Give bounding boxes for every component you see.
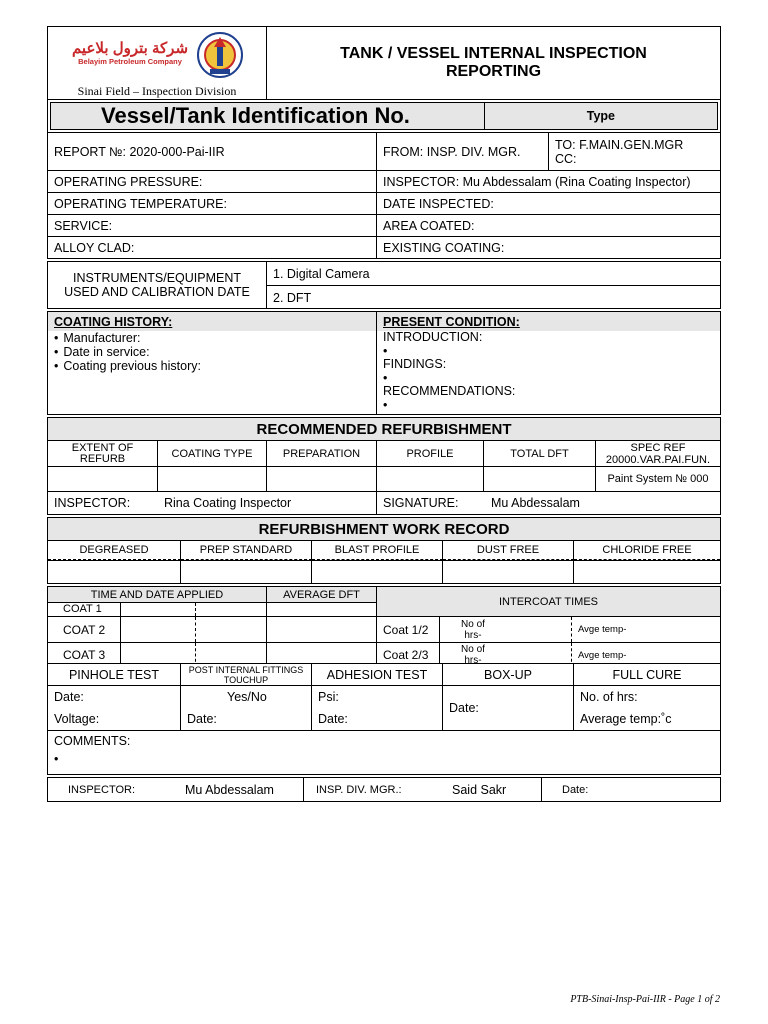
report-title bbox=[267, 27, 720, 99]
time-date-applied: TIME AND DATE APPLIED bbox=[48, 587, 266, 603]
pinhole-test: PINHOLE TEST bbox=[48, 664, 181, 685]
col-extent: EXTENT OF REFURB bbox=[48, 441, 158, 466]
hrs-label: No of hrs- bbox=[461, 618, 485, 641]
refurb-signature-label: SIGNATURE: bbox=[383, 496, 459, 510]
signoff-row bbox=[47, 777, 721, 802]
instrument-item: 1. Digital Camera bbox=[267, 262, 720, 286]
full-cure: FULL CURE bbox=[612, 667, 682, 682]
col-dust-free: DUST FREE bbox=[443, 541, 574, 560]
col-total-dft: TOTAL DFT bbox=[484, 441, 596, 466]
col-chloride-free: CHLORIDE FREE bbox=[574, 541, 720, 560]
service: SERVICE: bbox=[48, 215, 377, 236]
refurb-signature-value: Mu Abdessalam bbox=[491, 496, 580, 510]
refurb-header bbox=[47, 441, 721, 467]
pinhole-date: Date: bbox=[54, 690, 84, 704]
signoff-mgr-label: INSP. DIV. MGR.: bbox=[316, 783, 402, 796]
report-from: FROM: INSP. DIV. MGR. bbox=[377, 133, 549, 170]
bullet: • bbox=[383, 343, 388, 358]
logo-english: Belayim Petroleum Company bbox=[78, 57, 182, 66]
logo-block bbox=[48, 27, 267, 99]
present-condition-title: PRESENT CONDITION: bbox=[377, 312, 720, 331]
list-item: • Date in service: bbox=[54, 345, 376, 359]
title-line-2: REPORTING bbox=[445, 63, 542, 80]
instrument-item: 2. DFT bbox=[273, 290, 312, 305]
report-number: REPORT №: 2020-000-Pai-IIR bbox=[48, 133, 377, 170]
work-record-data bbox=[47, 561, 721, 584]
introduction-label: INTRODUCTION: bbox=[383, 330, 483, 344]
operating-pressure: OPERATING PRESSURE: bbox=[48, 171, 377, 192]
signoff-mgr-value: Said Sakr bbox=[452, 782, 507, 797]
report-to bbox=[549, 133, 720, 170]
alloy-clad: ALLOY CLAD: bbox=[48, 237, 377, 258]
ident-row bbox=[47, 100, 721, 133]
col-preparation: PREPARATION bbox=[267, 441, 377, 466]
present-condition bbox=[377, 312, 720, 414]
boxup-date: Date: bbox=[443, 686, 574, 730]
coat-2-label: COAT 2 bbox=[48, 617, 121, 642]
cure-average-temp: Average temp:˚c bbox=[580, 712, 672, 726]
list-item: • Manufacturer: bbox=[54, 331, 376, 345]
detail-row-3 bbox=[47, 215, 721, 237]
avge-temp-label: Avge temp- bbox=[578, 649, 627, 661]
col-blast-profile: BLAST PROFILE bbox=[312, 541, 443, 560]
coats-block bbox=[47, 586, 721, 664]
logo-arabic: شركة بترول بلاعيم bbox=[71, 40, 189, 57]
bullet: • bbox=[383, 370, 388, 385]
col-profile: PROFILE bbox=[377, 441, 484, 466]
refurb-data-row bbox=[47, 467, 721, 492]
comments-row bbox=[47, 731, 721, 775]
average-dft: AVERAGE DFT bbox=[267, 587, 376, 603]
title-line-1: TANK / VESSEL INTERNAL INSPECTION bbox=[340, 45, 647, 62]
adhesion-psi: Psi: bbox=[318, 690, 339, 704]
box-up: BOX-UP bbox=[443, 664, 574, 685]
to-label: TO: F.MAIN.GEN.MGR bbox=[555, 137, 684, 152]
refurb-inspector-label: INSPECTOR: bbox=[54, 496, 131, 510]
touchup-date: Date: bbox=[187, 712, 217, 726]
col-coating-type: COATING TYPE bbox=[158, 441, 267, 466]
cure-hours: No. of hrs: bbox=[580, 690, 638, 704]
refurb-title: RECOMMENDED REFURBISHMENT bbox=[47, 417, 721, 441]
coat-1-2-label: Coat 1/2 bbox=[377, 617, 440, 642]
operating-temperature: OPERATING TEMPERATURE: bbox=[48, 193, 377, 214]
coating-history-list bbox=[48, 331, 376, 373]
date-inspected: DATE INSPECTED: bbox=[383, 196, 494, 211]
comments-label: COMMENTS: bbox=[54, 734, 131, 748]
inspection-form bbox=[47, 26, 721, 802]
signoff-inspector-label: INSPECTOR: bbox=[68, 783, 136, 796]
type-label: Type bbox=[485, 102, 718, 130]
refurb-signoff-row bbox=[47, 492, 721, 515]
refurb-inspector-value: Rina Coating Inspector bbox=[164, 496, 292, 510]
company-emblem-icon bbox=[196, 31, 244, 79]
hrs-label: No of hrs- bbox=[461, 644, 485, 663]
instruments-row bbox=[47, 261, 721, 309]
findings-label: FINDINGS: bbox=[383, 357, 447, 371]
coating-history bbox=[48, 312, 377, 414]
vessel-id-label: Vessel/Tank Identification No. bbox=[50, 102, 485, 130]
list-item: • Coating previous history: bbox=[54, 359, 376, 373]
division-label: Sinai Field – Inspection Division bbox=[77, 84, 237, 98]
touchup-yes-no: Yes/No bbox=[227, 690, 267, 704]
col-prep-standard: PREP STANDARD bbox=[181, 541, 312, 560]
work-record-title: REFURBISHMENT WORK RECORD bbox=[47, 517, 721, 541]
detail-row-2 bbox=[47, 193, 721, 215]
coat-2-3-label: Coat 2/3 bbox=[377, 643, 440, 663]
paint-system: Paint System № 000 bbox=[607, 473, 709, 485]
signoff-date: Date: bbox=[562, 783, 589, 796]
pinhole-voltage: Voltage: bbox=[54, 712, 100, 726]
post-internal-touchup: POST INTERNAL FITTINGS TOUCHUP bbox=[181, 664, 312, 685]
bullet: • bbox=[383, 397, 388, 412]
coat-1-label: COAT 1 bbox=[48, 603, 121, 616]
coat-3-label: COAT 3 bbox=[48, 643, 121, 663]
signoff-inspector-value: Mu Abdessalam bbox=[185, 782, 274, 797]
page-footer: PTB-Sinai-Insp-Pai-IIR - Page 1 of 2 bbox=[570, 994, 720, 1005]
bullet: • bbox=[54, 752, 59, 766]
detail-row-1 bbox=[47, 171, 721, 193]
instruments-label: INSTRUMENTS/EQUIPMENT USED AND CALIBRATION DATE bbox=[48, 262, 267, 308]
recommendations-label: RECOMMENDATIONS: bbox=[383, 384, 516, 398]
tests-header bbox=[47, 664, 721, 686]
avge-temp-label: Avge temp- bbox=[578, 624, 627, 635]
work-record-header bbox=[47, 541, 721, 561]
inspector-name: INSPECTOR: Mu Abdessalam (Rina Coating Inspector) bbox=[383, 174, 691, 189]
area-coated: AREA COATED: bbox=[383, 218, 475, 233]
report-row bbox=[47, 133, 721, 171]
intercoat-times: INTERCOAT TIMES bbox=[377, 587, 720, 617]
adhesion-test: ADHESION TEST bbox=[312, 664, 443, 685]
col-spec-ref: SPEC REF 20000.VAR.PAI.FUN. bbox=[605, 441, 711, 466]
header-row bbox=[47, 26, 721, 100]
coating-history-title: COATING HISTORY: bbox=[48, 312, 376, 331]
tests-data bbox=[47, 686, 721, 731]
detail-row-4 bbox=[47, 237, 721, 259]
adhesion-date: Date: bbox=[318, 712, 348, 726]
existing-coating: EXISTING COATING: bbox=[383, 240, 505, 255]
col-degreased: DEGREASED bbox=[48, 541, 181, 560]
history-condition-row bbox=[47, 311, 721, 415]
cc-label: CC: bbox=[555, 151, 577, 166]
